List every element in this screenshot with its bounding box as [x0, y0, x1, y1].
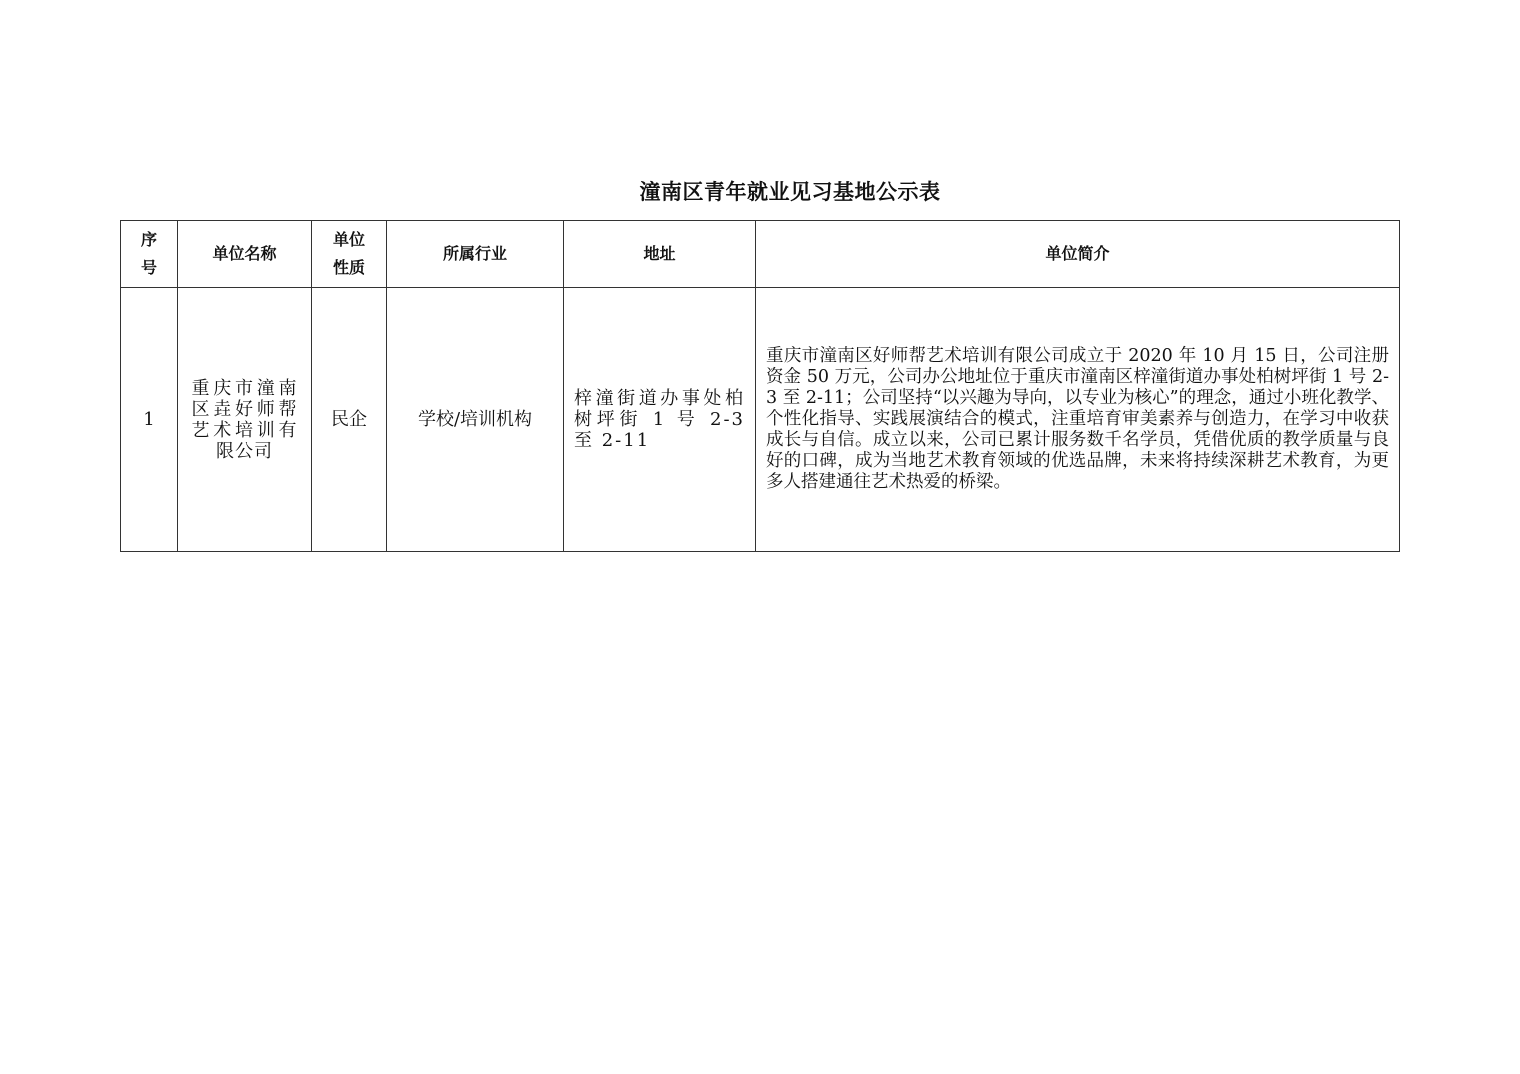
header-address: 地址: [564, 221, 756, 288]
header-intro: 单位简介: [756, 221, 1400, 288]
table-header-row: [121, 221, 1400, 288]
header-name: 单位名称: [178, 221, 312, 288]
header-index: 序号: [121, 221, 178, 288]
cell-index: 1: [121, 288, 178, 552]
notice-table: [120, 220, 1400, 552]
cell-type: 民企: [312, 288, 387, 552]
header-type: 单位性质: [312, 221, 387, 288]
page-title: 潼南区青年就业见习基地公示表: [639, 179, 941, 204]
table-row: [121, 288, 1400, 552]
cell-name: 重庆市潼南区垚好师帮艺术培训有限公司: [178, 288, 312, 552]
cell-intro: 重庆市潼南区好师帮艺术培训有限公司成立于 2020 年 10 月 15 日，公司注册资金 50 万元，公司办公地址位于重庆市潼南区梓潼街道办事处柏树坪街 1 号 2-3 至 2-11；公司坚持“以兴趣为导向，以专业为核心”的理念，通过小班化教学、个性化指导、实践展演结合的模式，注重培育审美素养与创造力，在学习中收获成长与自信。成立以来，公司已累计服务数千名学员，凭借优质的教学质量与良好的口碑，成为当地艺术教育领域的优选品牌，未来将持续深耕艺术教育，为更多人搭建通往艺术热爱的桥梁。: [756, 288, 1400, 552]
cell-industry: 学校/培训机构: [387, 288, 564, 552]
cell-address: 梓潼街道办事处柏树坪街 1 号 2-3 至 2-11: [564, 288, 756, 552]
header-industry: 所属行业: [387, 221, 564, 288]
